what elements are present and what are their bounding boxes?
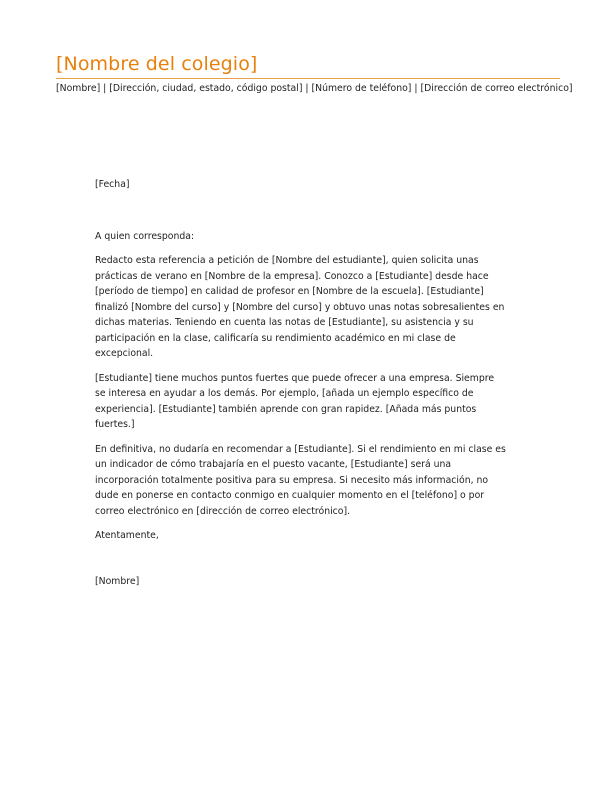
paragraph-conclusion: En definitiva, no dudaría en recomendar a [Estudiante]. Si el rendimiento en mi clase es un indicador de cómo trabajaría en el puesto vacante, [Estudiante] será una incorporación totalmente positiva para su empresa. Si necesito más información, no dude en ponerse en contacto conmigo en cualquier momento en el [teléfono] o por correo electrónico en [dirección de correo electrónico]. bbox=[95, 443, 506, 517]
paragraph-intro: Redacto esta referencia a petición de [Nombre del estudiante], quien solicita unas prácticas de verano en [Nombre de la empresa]. Conozco a [Estudiante] desde hace [período de tiempo] en calidad de profesor en [Nombre de la escuela]. [Estudiante] finalizó [Nombre del curso] y [Nombre del curso] y obtuvo unas notas sobresalientes en dichas materias. Teniendo en cuenta las notas de [Estudiante], su asistencia y su participación en la clase, calificaría su rendimiento académico en mi clase de excepcional. bbox=[95, 255, 505, 359]
signature-name: [Nombre] bbox=[95, 575, 140, 587]
contact-info: [Nombre] | [Dirección, ciudad, estado, código postal] | [Número de teléfono] | [Dirección de correo electrónico] bbox=[56, 83, 573, 94]
salutation: A quien corresponda: bbox=[95, 230, 195, 242]
header-divider bbox=[56, 78, 560, 79]
paragraph-strengths: [Estudiante] tiene muchos puntos fuertes que puede ofrecer a una empresa. Siempre se interesa en ayudar a los demás. Por ejemplo, [añada un ejemplo específico de experiencia]. [Estudiante] también aprende con gran rapidez. [Añada más puntos fuertes.] bbox=[95, 372, 495, 430]
letter-date: [Fecha] bbox=[95, 179, 130, 190]
letterhead bbox=[56, 52, 573, 95]
school-name: [Nombre del colegio] bbox=[56, 53, 258, 75]
letter-body bbox=[95, 177, 506, 589]
closing: Atentamente, bbox=[95, 530, 159, 541]
